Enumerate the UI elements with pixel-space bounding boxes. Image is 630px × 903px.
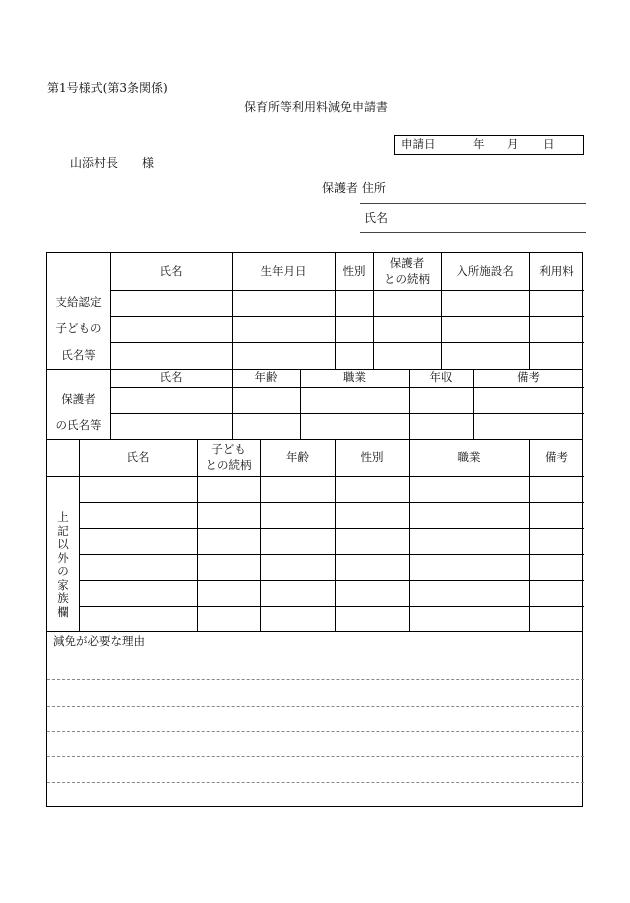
guardian-section	[47, 369, 584, 439]
col-guardian-remarks: 備考	[517, 370, 540, 385]
col-usage-fee: 利用料	[539, 263, 574, 278]
guardian-name-field[interactable]	[360, 232, 586, 233]
application-form-table	[46, 252, 583, 807]
family-section-label: 上記以外の家族欄	[57, 510, 69, 619]
children-label-line2: 子どもの	[55, 321, 102, 336]
col-guardian-age: 年齢	[254, 370, 278, 385]
guardian-label-line2: の氏名等	[55, 418, 102, 433]
guardian-name-label: 氏名	[364, 211, 389, 225]
col-family-name: 氏名	[126, 449, 150, 464]
col-child-name: 氏名	[159, 263, 183, 278]
guardian-address-label: 保護者 住所	[322, 181, 386, 195]
application-date-box[interactable]	[394, 135, 584, 155]
guardian-label-line1: 保護者	[61, 392, 96, 407]
col-guardian-name: 氏名	[159, 370, 183, 385]
day-label: 日	[543, 137, 555, 151]
col-relation-to-child: 子ども との続柄	[205, 441, 252, 472]
children-label-line3: 氏名等	[61, 347, 96, 362]
col-family-sex: 性別	[360, 449, 384, 464]
col-family-remarks: 備考	[545, 449, 568, 464]
document-title: 保育所等利用料減免申請書	[244, 100, 389, 114]
col-guardian-occupation: 職業	[343, 370, 366, 385]
col-family-age: 年齢	[286, 449, 309, 464]
year-label: 年	[473, 137, 485, 151]
family-section	[47, 439, 584, 631]
addressee: 山添村長 様	[70, 156, 155, 170]
reason-section[interactable]	[47, 631, 584, 808]
col-family-occupation: 職業	[457, 449, 481, 464]
col-birthdate: 生年月日	[260, 263, 307, 278]
col-facility-name: 入所施設名	[456, 263, 514, 278]
guardian-address-field[interactable]	[360, 203, 586, 204]
children-label-line1: 支給認定	[55, 295, 102, 310]
col-guardian-income: 年収	[429, 370, 453, 385]
children-section	[47, 253, 584, 369]
month-label: 月	[507, 137, 519, 151]
col-sex: 性別	[342, 263, 366, 278]
application-date-label: 申請日	[401, 137, 436, 151]
col-relation-to-guardian: 保護者 との続柄	[384, 255, 430, 286]
form-number: 第1号様式(第3条関係)	[47, 81, 168, 95]
reason-label: 減免が必要な理由	[53, 634, 145, 648]
